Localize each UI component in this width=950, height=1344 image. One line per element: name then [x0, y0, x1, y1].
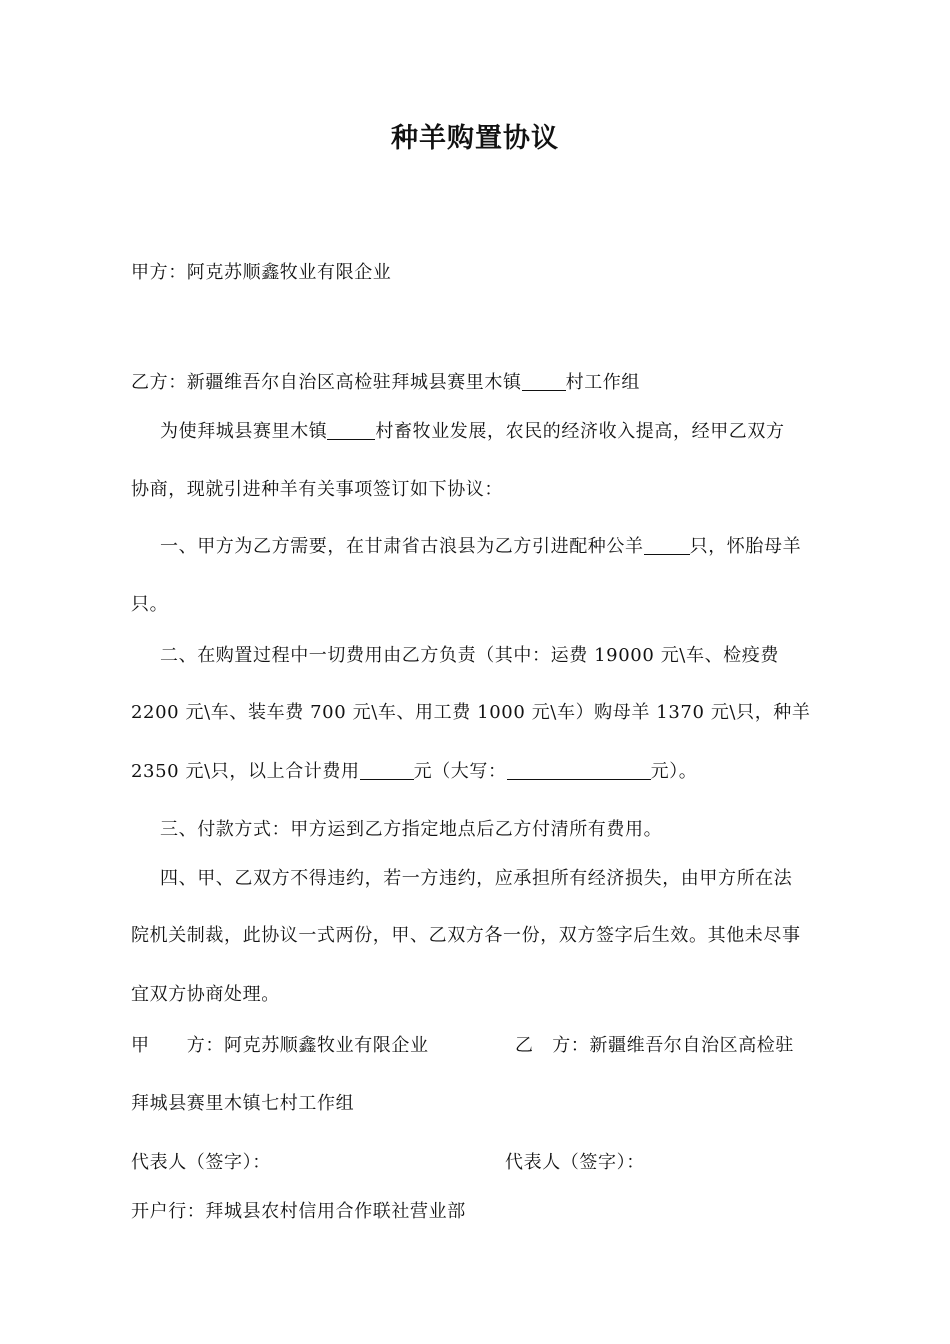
intro-line-1	[160, 417, 785, 443]
bank-line: 开户行：拜城县农村信用合作联社营业部	[131, 1201, 466, 1222]
village-blank	[522, 372, 566, 391]
signature-party-b: 乙 方：新疆维吾尔自治区高检驻	[515, 1035, 794, 1056]
village-blank-2	[327, 421, 375, 440]
total-amount-blank	[360, 761, 414, 780]
clause-2-line-2: 2200 元\车、装车费 700 元\车、用工费 1000 元\车）购母羊 1370 元\只，种羊	[131, 702, 811, 723]
clause-2-end-text: 元）。	[650, 761, 698, 782]
clause-2-line-1: 二、在购置过程中一切费用由乙方负责（其中：运费 19000 元\车、检疫费	[160, 645, 779, 666]
clause-1-line-2: 只。	[131, 594, 169, 615]
clause-1-text-cont: 只，怀胎母羊	[689, 536, 802, 557]
clause-3: 三、付款方式：甲方运到乙方指定地点后乙方付清所有费用。	[160, 819, 663, 840]
party-b-representative: 代表人（签字）：	[505, 1152, 645, 1173]
signature-party-a: 甲 方：阿克苏顺鑫牧业有限企业	[131, 1035, 429, 1056]
clause-4-line-3: 宜双方协商处理。	[131, 984, 280, 1005]
clause-1-line-1	[160, 532, 801, 558]
clause-2-total-text: 2350 元\只，以上合计费用	[131, 761, 360, 782]
intro-text-cont: 村畜牧业发展，农民的经济收入提高，经甲乙双方	[375, 421, 785, 442]
intro-text: 为使拜城县赛里木镇	[160, 421, 328, 442]
intro-line-2: 协商，现就引进种羊有关事项签订如下协议：	[131, 479, 503, 500]
clause-2-capital-text: 元（大写：	[413, 761, 507, 782]
party-a-representative: 代表人（签字）：	[131, 1152, 271, 1173]
clause-2-line-3	[131, 757, 697, 783]
signature-party-b-cont: 拜城县赛里木镇七村工作组	[131, 1093, 355, 1114]
clause-4-line-1: 四、甲、乙双方不得违约，若一方违约，应承担所有经济损失，由甲方所在法	[160, 868, 793, 889]
party-b-line	[131, 368, 640, 394]
clause-1-text: 一、甲方为乙方需要，在甘肃省古浪县为乙方引进配种公羊	[160, 536, 644, 557]
party-b-suffix: 村工作组	[565, 372, 641, 393]
party-b-text: 乙方：新疆维吾尔自治区高检驻拜城县赛里木镇	[131, 372, 522, 393]
document-title: 种羊购置协议	[391, 123, 559, 154]
capital-amount-blank	[507, 761, 651, 780]
clause-4-line-2: 院机关制裁，此协议一式两份，甲、乙双方各一份，双方签字后生效。其他未尽事	[131, 925, 801, 946]
party-a-line: 甲方：阿克苏顺鑫牧业有限企业	[131, 262, 392, 283]
ram-count-blank	[644, 536, 690, 555]
